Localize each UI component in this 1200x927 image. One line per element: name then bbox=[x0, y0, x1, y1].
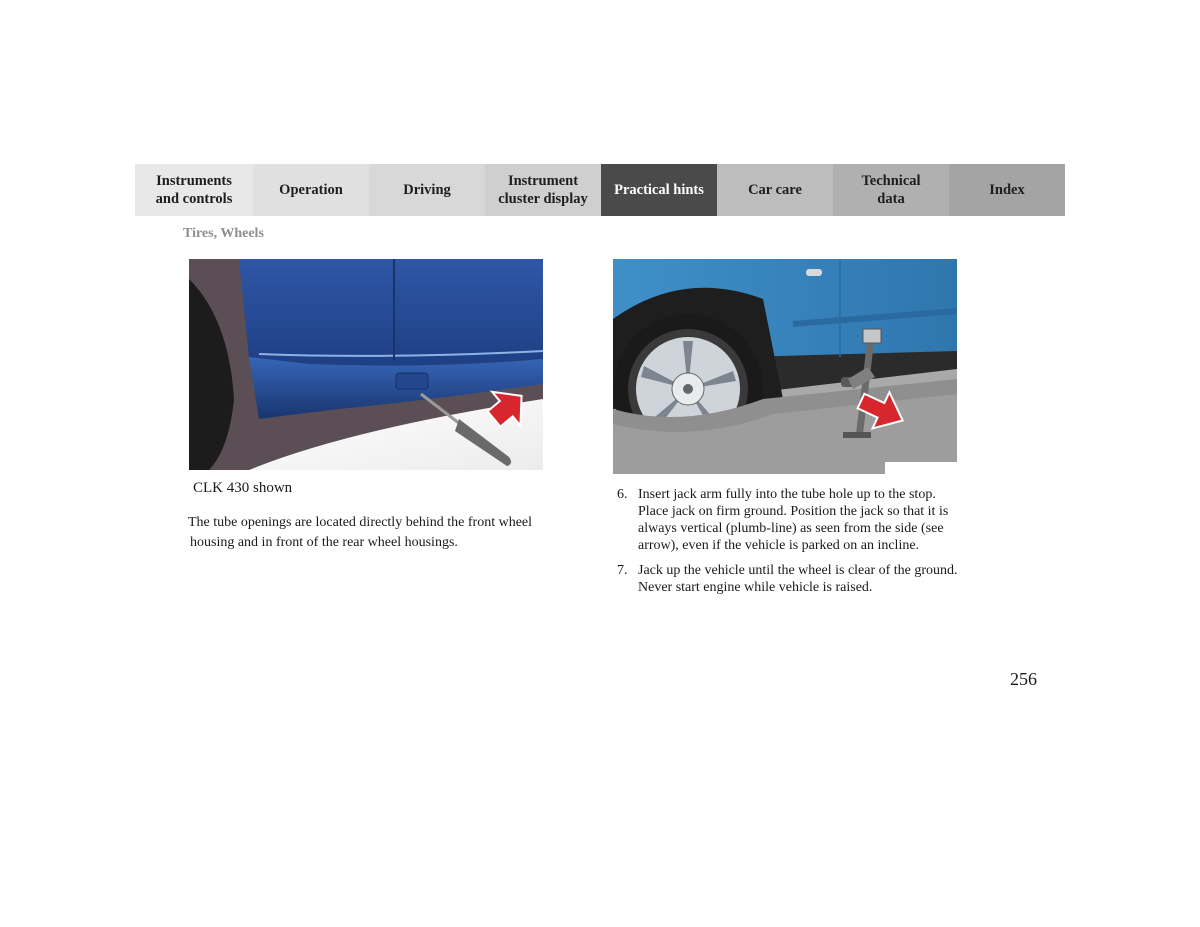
chapter-tabs bbox=[135, 164, 1065, 216]
tab-index[interactable]: Index bbox=[949, 164, 1065, 216]
page-number: 256 bbox=[1010, 669, 1037, 689]
step-number: 6. bbox=[617, 487, 628, 502]
step-number: 7. bbox=[617, 563, 628, 578]
figure-sill-tube-opening bbox=[189, 259, 543, 470]
jack-illustration bbox=[613, 259, 957, 474]
sill-illustration bbox=[189, 259, 543, 470]
figure-caption: CLK 430 shown bbox=[193, 480, 293, 496]
tube-location-paragraph bbox=[188, 513, 568, 553]
tab-instrument-cluster-display[interactable]: Instrument cluster display bbox=[485, 164, 601, 216]
paragraph-line-2: housing and in front of the rear wheel housings. bbox=[190, 535, 458, 550]
tab-instruments-and-controls[interactable]: Instruments and controls bbox=[135, 164, 253, 216]
tab-practical-hints[interactable]: Practical hints bbox=[601, 164, 717, 216]
tab-driving[interactable]: Driving bbox=[369, 164, 485, 216]
list-item bbox=[617, 562, 967, 596]
tab-operation[interactable]: Operation bbox=[253, 164, 369, 216]
jack-instructions-list bbox=[617, 486, 967, 604]
paragraph-line-1: The tube openings are located directly behind the front wheel bbox=[188, 515, 533, 530]
section-title: Tires, Wheels bbox=[183, 226, 264, 241]
list-item bbox=[617, 486, 967, 554]
figure-jack-position bbox=[613, 259, 957, 474]
step-text: Insert jack arm fully into the tube hole up to the stop. Place jack on firm ground. Position the jack so that it is always vertical (plumb-line) as seen from the side (see arrow), even if the vehicle is parked on an incline. bbox=[638, 487, 949, 553]
tab-technical-data[interactable]: Technical data bbox=[833, 164, 949, 216]
step-text: Jack up the vehicle until the wheel is clear of the ground. Never start engine while vehicle is raised. bbox=[638, 563, 958, 595]
tab-car-care[interactable]: Car care bbox=[717, 164, 833, 216]
